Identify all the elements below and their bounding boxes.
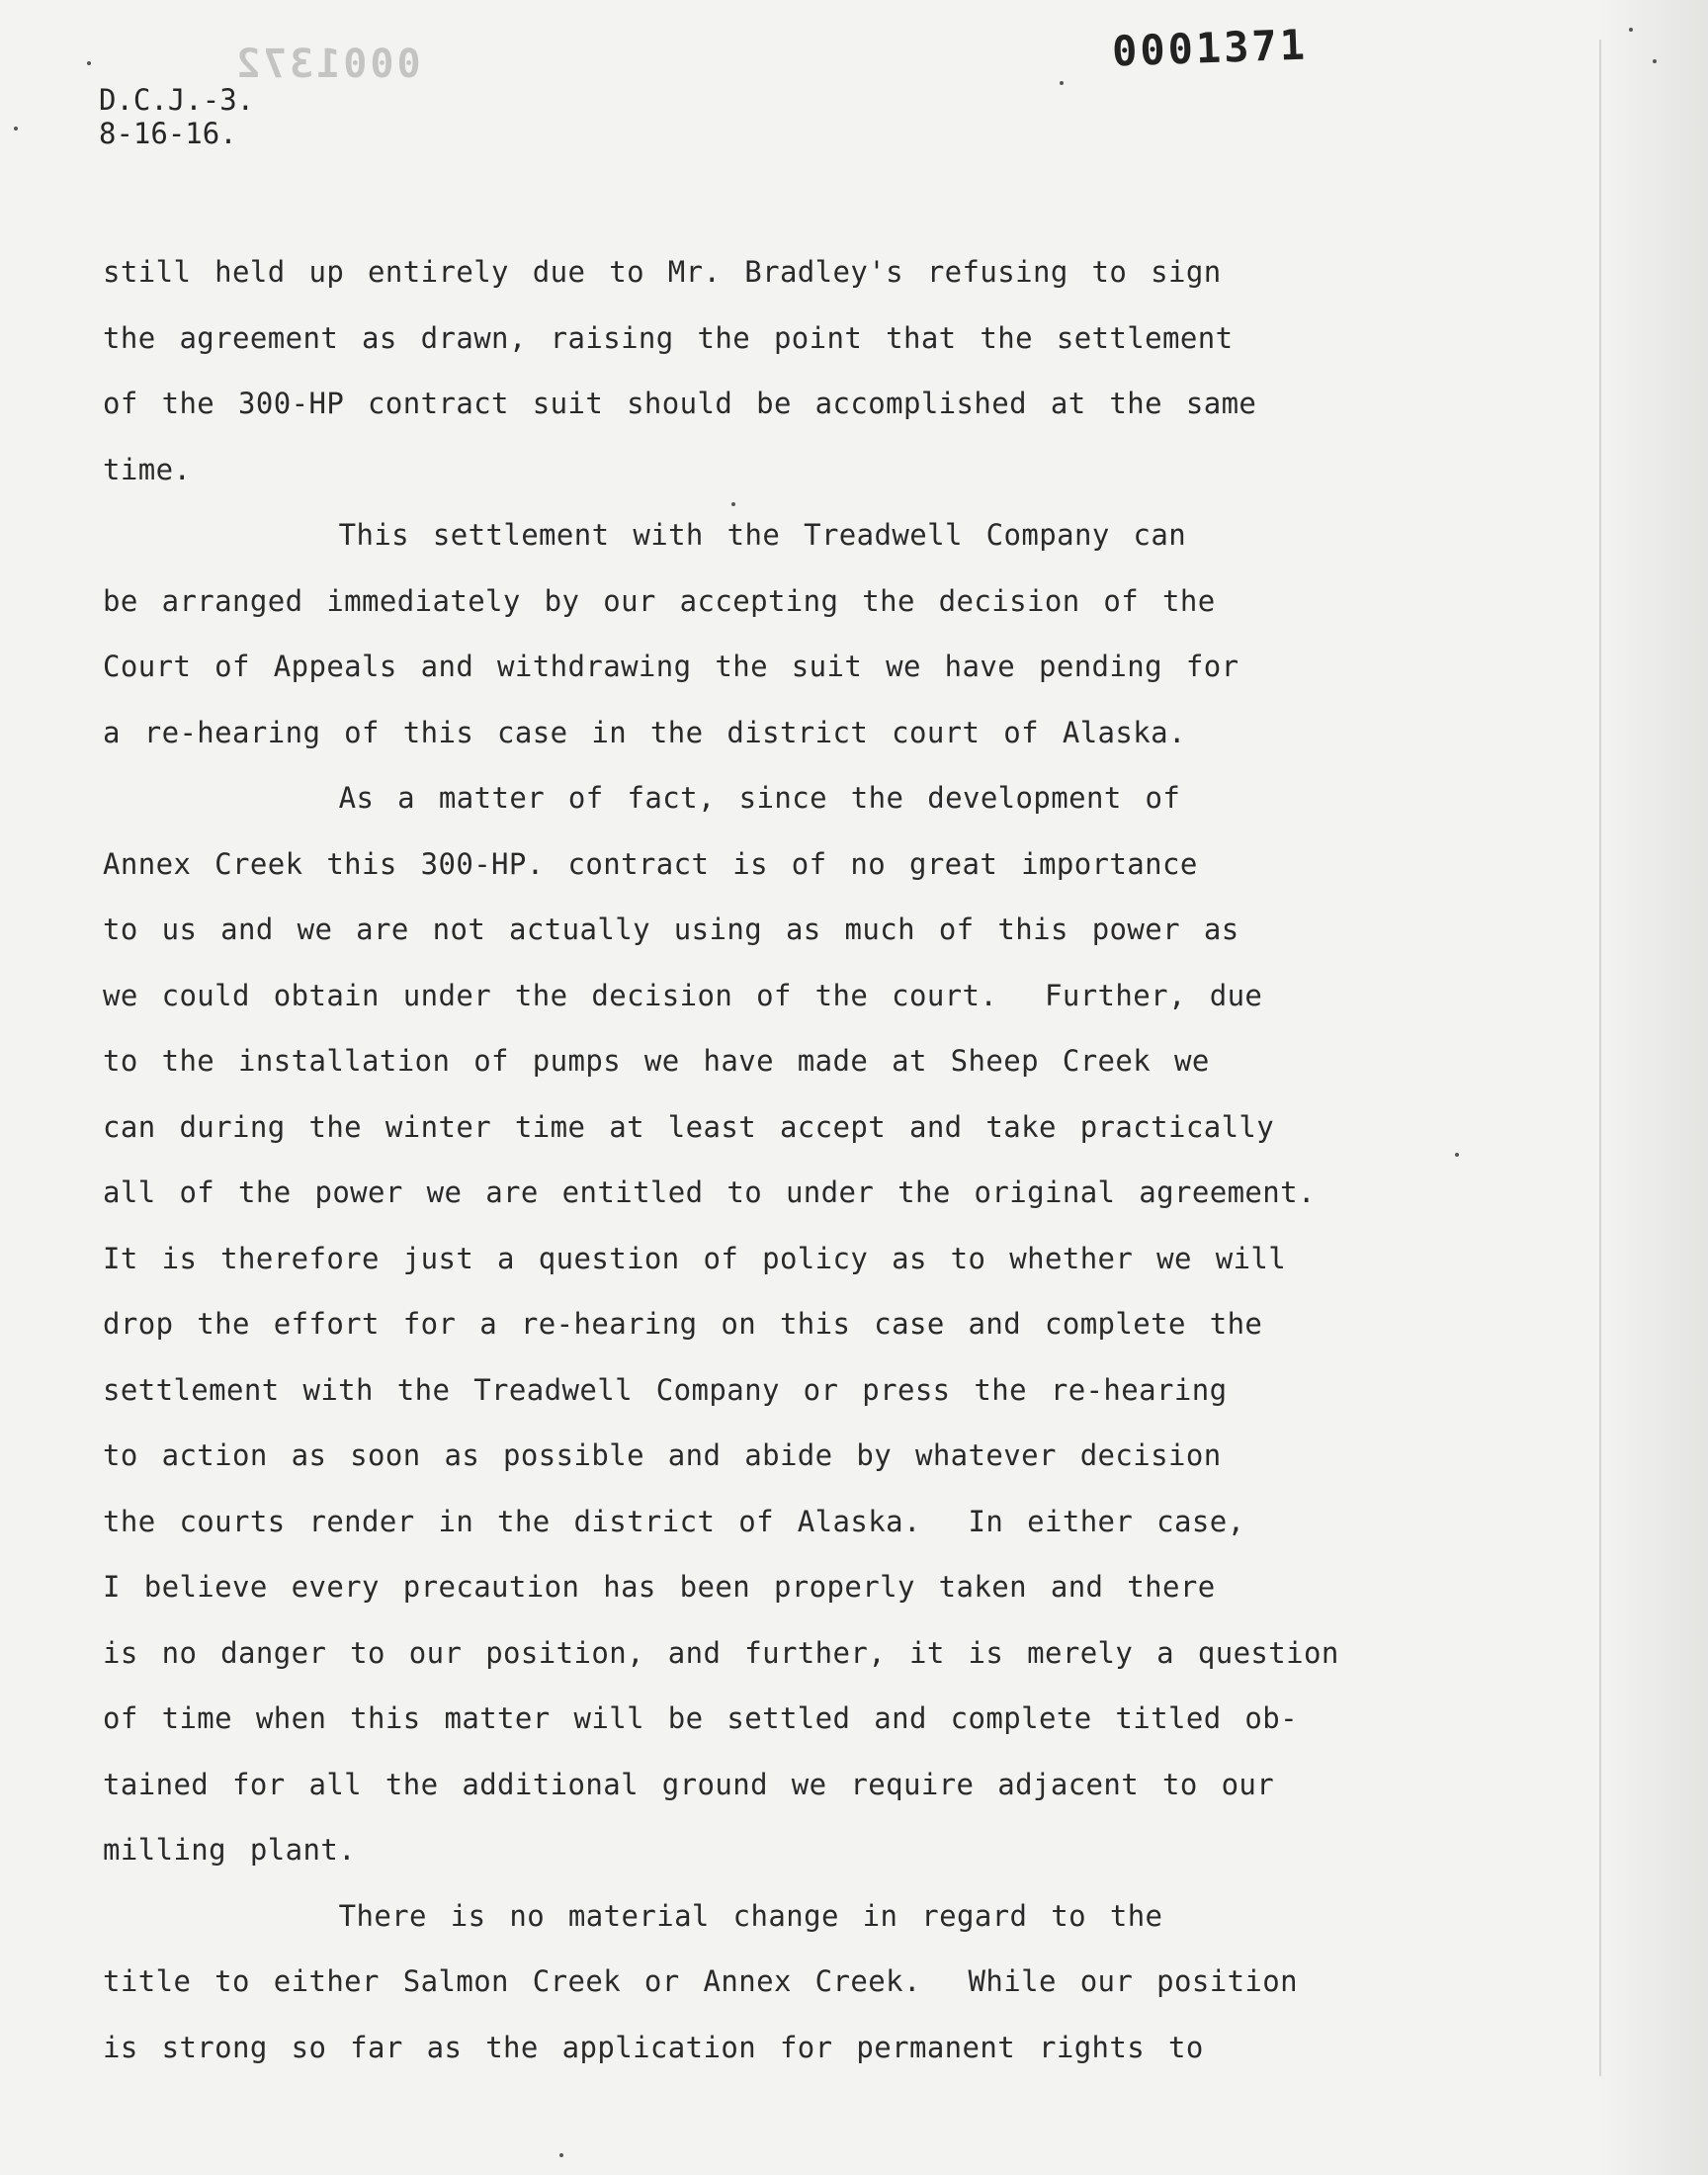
- paper-speck: [1629, 28, 1633, 32]
- text-line: time.: [103, 452, 192, 486]
- text-line: settlement with the Treadwell Company or press the re-hearing: [103, 1372, 1228, 1407]
- text-line: all of the power we are entitled to under the original agreement.: [103, 1175, 1316, 1209]
- text-line: There is no material change in regard to the: [103, 1898, 1163, 1933]
- text-line: tained for all the additional ground we require adjacent to our: [103, 1767, 1275, 1801]
- text-line: the agreement as drawn, raising the point that the settlement: [103, 320, 1234, 355]
- text-line: to us and we are not actually using as much of this power as: [103, 913, 1239, 946]
- text-line: I believe every precaution has been properly taken and there: [103, 1570, 1216, 1604]
- header-date: 8-16-16.: [99, 117, 237, 150]
- text-line: of time when this matter will be settled and complete titled ob-: [103, 1701, 1299, 1735]
- text-line: is no danger to our position, and further, it is merely a question: [103, 1635, 1339, 1670]
- paper-speck: [559, 2153, 563, 2157]
- text-line: drop the effort for a re-hearing on this case and complete the: [103, 1307, 1263, 1341]
- text-line: still held up entirely due to Mr. Bradley's refusing to sign: [103, 255, 1222, 289]
- text-line: It is therefore just a question of policy as to whether we will: [103, 1241, 1287, 1275]
- document-number-stamp: 0001371: [1111, 20, 1309, 76]
- text-line: can during the winter time at least accept and take practically: [103, 1109, 1275, 1144]
- text-line: As a matter of fact, since the development of: [103, 781, 1181, 815]
- paper-speck: [1653, 59, 1657, 63]
- paper-speck: [87, 61, 91, 65]
- header-reference: D.C.J.-3.: [99, 83, 255, 117]
- text-line: is strong so far as the application for permanent rights to: [103, 2030, 1204, 2064]
- paper-speck: [1060, 81, 1064, 85]
- text-line: to the installation of pumps we have made at Sheep Creek we: [103, 1044, 1210, 1078]
- text-line: of the 300-HP contract suit should be accomplished at the same: [103, 387, 1257, 420]
- bleed-through-stamp: 0001372: [233, 42, 421, 87]
- text-line: the courts render in the district of Alaska. In either case,: [103, 1504, 1245, 1538]
- text-line: we could obtain under the decision of the court. Further, due: [103, 978, 1263, 1012]
- text-line: This settlement with the Treadwell Company can: [103, 518, 1187, 552]
- text-line: Court of Appeals and withdrawing the suit we have pending for: [103, 650, 1239, 683]
- paper-speck: [731, 502, 735, 506]
- text-line: Annex Creek this 300-HP. contract is of no great importance: [103, 846, 1198, 881]
- document-header: [99, 83, 254, 150]
- text-line: title to either Salmon Creek or Annex Creek. While our position: [103, 1964, 1299, 1998]
- text-line: be arranged immediately by our accepting the decision of the: [103, 583, 1216, 618]
- page-edge-line: [1599, 40, 1601, 2076]
- text-line: milling plant.: [103, 1833, 357, 1867]
- text-line: to action as soon as possible and abide by whatever decision: [103, 1438, 1222, 1472]
- paper-speck: [14, 127, 18, 130]
- paper-speck: [1455, 1153, 1459, 1157]
- page-edge-shadow: [1599, 0, 1708, 2175]
- text-line: a re-hearing of this case in the district court of Alaska.: [103, 715, 1186, 749]
